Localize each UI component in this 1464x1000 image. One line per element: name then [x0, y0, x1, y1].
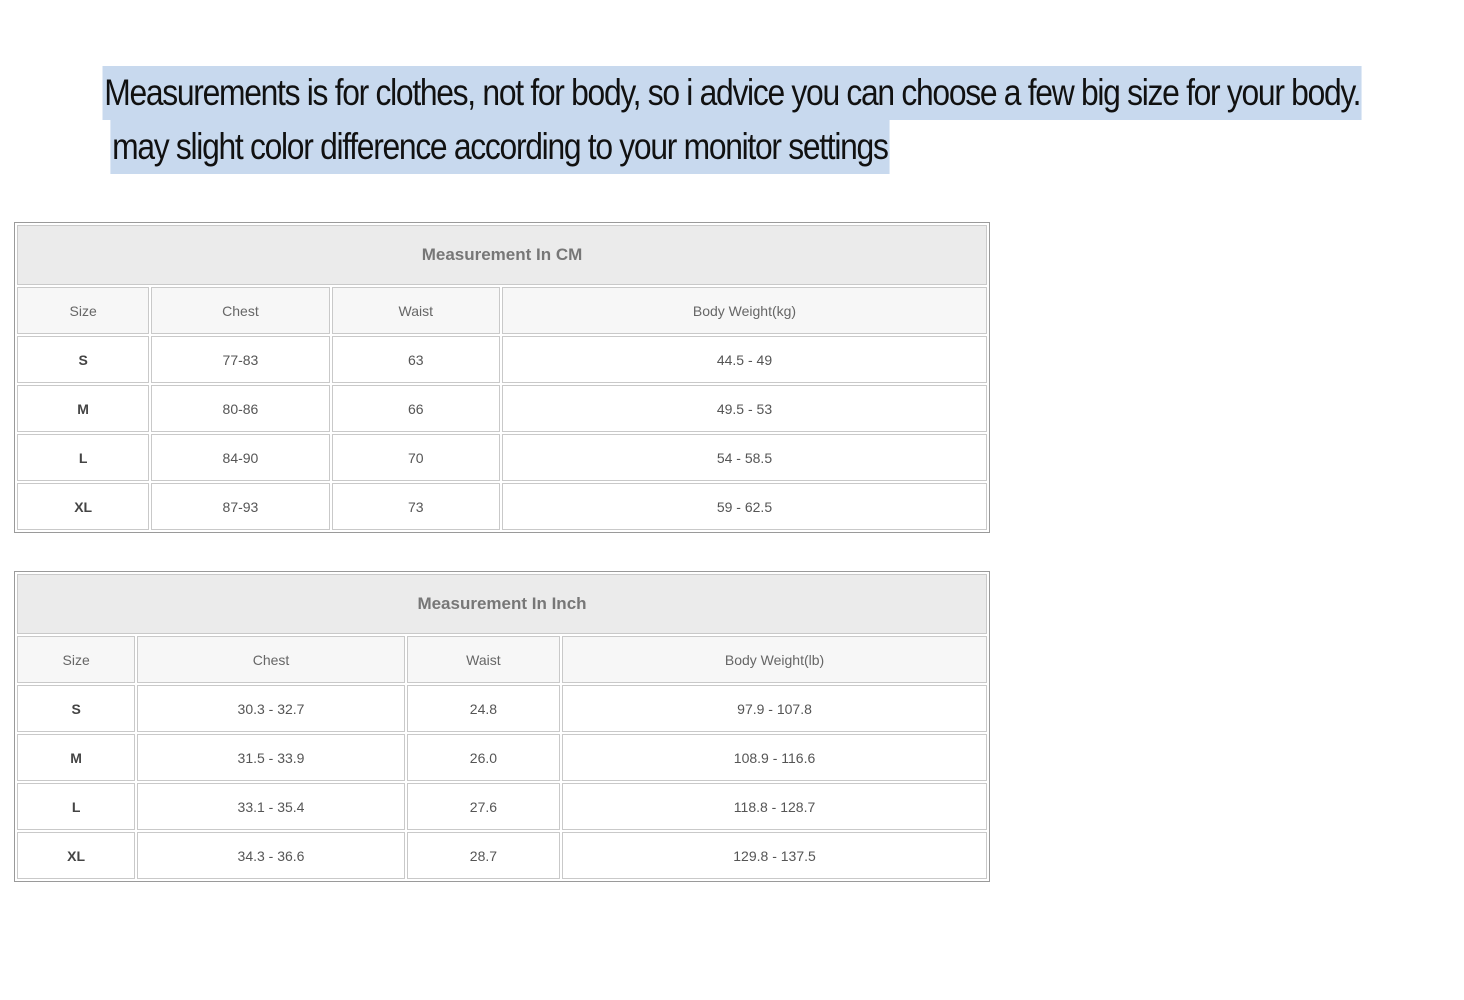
body-weight-cell: 129.8 - 137.5	[562, 832, 987, 879]
chest-cell: 33.1 - 35.4	[137, 783, 405, 830]
chest-cell: 87-93	[151, 483, 329, 530]
size-cell: XL	[17, 832, 135, 879]
body-weight-cell: 108.9 - 116.6	[562, 734, 987, 781]
inch-header-chest: Chest	[137, 636, 405, 683]
waist-cell: 28.7	[407, 832, 560, 879]
chest-cell: 80-86	[151, 385, 329, 432]
size-cell: XL	[17, 483, 149, 530]
chest-cell: 31.5 - 33.9	[137, 734, 405, 781]
waist-cell: 26.0	[407, 734, 560, 781]
inch-header-row	[17, 636, 987, 683]
inch-header-size: Size	[17, 636, 135, 683]
table-row	[17, 336, 987, 383]
inch-header-body-weight: Body Weight(lb)	[562, 636, 987, 683]
size-cell: M	[17, 385, 149, 432]
waist-cell: 73	[332, 483, 500, 530]
table-row	[17, 434, 987, 481]
notice-line-2: may slight color difference according to your monitor settings	[111, 120, 890, 174]
chest-cell: 30.3 - 32.7	[137, 685, 405, 732]
waist-cell: 63	[332, 336, 500, 383]
table-row	[17, 783, 987, 830]
size-cell: S	[17, 336, 149, 383]
chest-cell: 34.3 - 36.6	[137, 832, 405, 879]
body-weight-cell: 44.5 - 49	[502, 336, 987, 383]
body-weight-cell: 118.8 - 128.7	[562, 783, 987, 830]
table-row	[17, 734, 987, 781]
inch-header-waist: Waist	[407, 636, 560, 683]
body-weight-cell: 59 - 62.5	[502, 483, 987, 530]
cm-header-body-weight: Body Weight(kg)	[502, 287, 987, 334]
size-cell: L	[17, 434, 149, 481]
cm-header-size: Size	[17, 287, 149, 334]
size-cell: S	[17, 685, 135, 732]
waist-cell: 27.6	[407, 783, 560, 830]
chest-cell: 77-83	[151, 336, 329, 383]
inch-table-title: Measurement In Inch	[17, 574, 987, 634]
body-weight-cell: 54 - 58.5	[502, 434, 987, 481]
notice-line-1: Measurements is for clothes, not for body, so i advice you can choose a few big size for your body.	[103, 66, 1362, 120]
table-row	[17, 483, 987, 530]
body-weight-cell: 49.5 - 53	[502, 385, 987, 432]
chest-cell: 84-90	[151, 434, 329, 481]
size-cell: L	[17, 783, 135, 830]
cm-header-chest: Chest	[151, 287, 329, 334]
cm-header-waist: Waist	[332, 287, 500, 334]
cm-size-table	[14, 222, 990, 533]
inch-size-table	[14, 571, 990, 882]
size-notice	[0, 66, 1361, 174]
table-row	[17, 832, 987, 879]
size-cell: M	[17, 734, 135, 781]
cm-table-title: Measurement In CM	[17, 225, 987, 285]
table-row	[17, 385, 987, 432]
waist-cell: 70	[332, 434, 500, 481]
body-weight-cell: 97.9 - 107.8	[562, 685, 987, 732]
waist-cell: 24.8	[407, 685, 560, 732]
waist-cell: 66	[332, 385, 500, 432]
cm-header-row	[17, 287, 987, 334]
table-row	[17, 685, 987, 732]
